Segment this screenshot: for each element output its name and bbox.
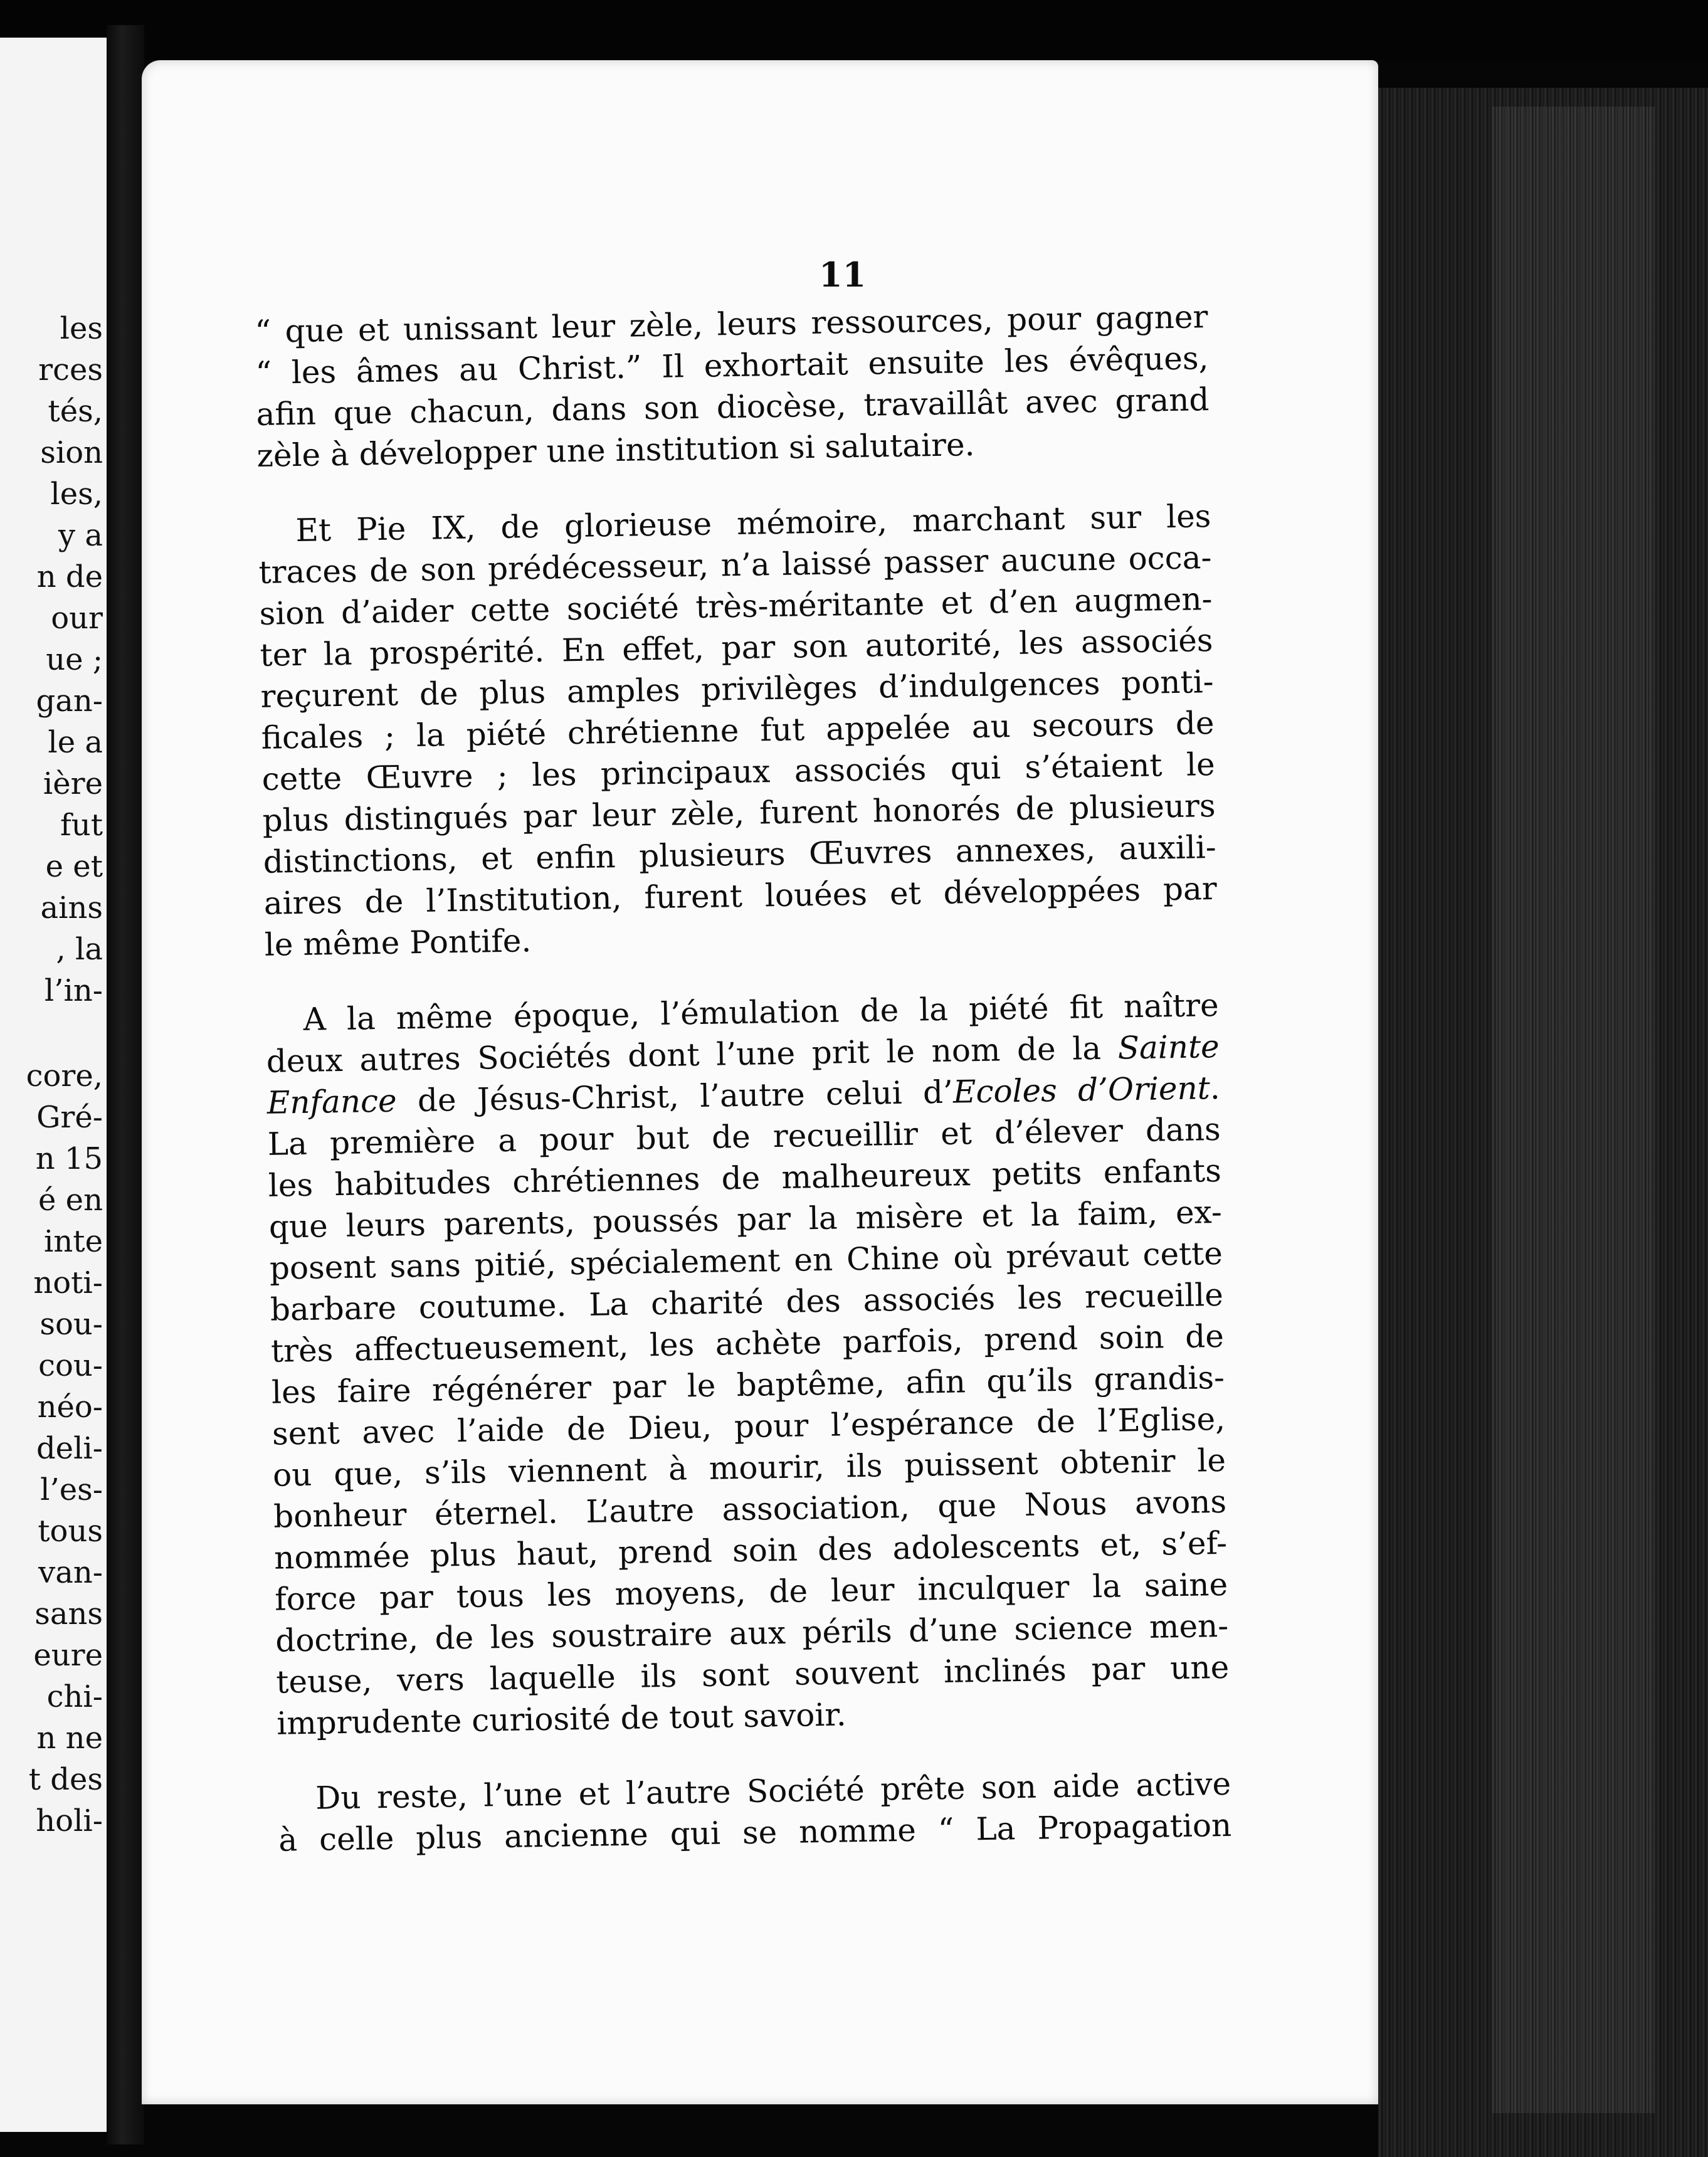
- text-line: deux autres Sociétés dont l’une prit le nom de la Sainte: [266, 1028, 1220, 1080]
- body-text: [255, 296, 1232, 1895]
- page-edge-highlight: [1492, 107, 1655, 2113]
- text-line: imprudente curiosité de tout savoir.: [276, 1696, 847, 1742]
- left-page-text-fragment: eure: [33, 1638, 103, 1673]
- text-line: La première a pour but de recueillir et d’élever dans: [267, 1110, 1221, 1163]
- left-page-text-fragment: ière: [43, 766, 103, 801]
- left-page-text-fragment: deli-: [36, 1431, 103, 1466]
- left-page-text-fragment: sans: [34, 1596, 103, 1632]
- left-page-text-fragment: le a: [48, 725, 103, 760]
- left-page-text-fragment: , la: [56, 932, 103, 967]
- left-page-text-fragment: core,: [26, 1058, 103, 1094]
- left-page-text-fragment: noti-: [33, 1265, 103, 1300]
- text-line: afin que chacun, dans son diocèse, travaillât avec grand: [256, 381, 1210, 433]
- text-line: A la même époque, l’émulation de la piété fit naître: [303, 986, 1220, 1038]
- italic-title: Ecoles d’Orient: [952, 1070, 1211, 1110]
- left-page-text-fragment: tés,: [48, 394, 103, 429]
- left-page-text-fragment: van-: [38, 1555, 103, 1590]
- left-page-text-fragment: les: [60, 311, 103, 346]
- left-page-text-fragment: ains: [40, 890, 103, 926]
- page-number: 11: [819, 255, 867, 295]
- text-line: ou que, s’ils viennent à mourir, ils puissent obtenir le: [272, 1442, 1226, 1494]
- left-page-text-fragment: fut: [60, 808, 103, 843]
- text-line: sion d’aider cette société très-méritante et d’en augmen-: [259, 581, 1213, 632]
- left-page-text-fragment: y a: [58, 518, 103, 553]
- left-facing-page: [0, 38, 107, 2132]
- left-page-text-fragment: tous: [38, 1514, 103, 1549]
- text-line: bonheur éternel. L’autre association, que Nous avons: [273, 1483, 1227, 1535]
- left-page-text-fragment: e et: [45, 849, 103, 884]
- text-line: ter la prospérité. En effet, par son autorité, les associés: [260, 622, 1213, 673]
- paragraph-4: [278, 1763, 1232, 1861]
- text-line: les habitudes chrétiennes de malheureux petits enfants: [268, 1152, 1222, 1204]
- text-line: posent sans pitié, spécialement en Chine où prévaut cette: [269, 1235, 1223, 1287]
- left-page-text-fragment: ue ;: [46, 642, 103, 677]
- left-page-text-fragment: inte: [44, 1224, 103, 1259]
- italic-title: Enfance: [266, 1082, 398, 1121]
- text-line: Et Pie IX, de glorieuse mémoire, marchant sur les: [295, 498, 1211, 549]
- scan-top-border: [0, 0, 1708, 60]
- paragraph-2: [258, 495, 1218, 966]
- left-page-text-fragment: gan-: [36, 683, 103, 719]
- left-page-text-fragment: néo-: [37, 1390, 103, 1425]
- text-line: à celle plus ancienne qui se nomme “ La Propagation: [278, 1806, 1232, 1859]
- text-line: que leurs parents, poussés par la misère et la faim, ex-: [268, 1193, 1223, 1245]
- left-page-text-fragment: é en: [38, 1183, 103, 1218]
- left-page-text-fragment: n 15: [35, 1141, 103, 1176]
- left-page-text-fragment: l’in-: [44, 973, 103, 1008]
- left-page-text-fragment: chi-: [46, 1679, 103, 1714]
- text-line: force par tous les moyens, de leur inculquer la saine: [274, 1566, 1228, 1618]
- text-line: plus distingués par leur zèle, furent honorés de plusieurs: [262, 788, 1216, 839]
- left-page-text-fragment: cou-: [38, 1348, 103, 1383]
- left-page-text-fragment: n de: [36, 559, 103, 594]
- left-page-text-fragment: holi-: [36, 1803, 103, 1838]
- text-line: “ que et unissant leur zèle, leurs ressources, pour gagner: [255, 298, 1208, 350]
- text-line: distinctions, et enfin plusieurs Œuvres annexes, auxili-: [263, 829, 1217, 880]
- text-line: traces de son prédécesseur, n’a laissé passer aucune occa-: [258, 539, 1212, 591]
- text-line: nommée plus haut, prend soin des adolescents et, s’ef-: [273, 1524, 1228, 1576]
- italic-title: Sainte: [1117, 1028, 1220, 1067]
- left-page-text-fragment: n ne: [36, 1721, 103, 1756]
- text-line: zèle à développer une institution si salutaire.: [256, 426, 975, 474]
- paragraph-3: [265, 984, 1230, 1744]
- paragraph-1: [255, 296, 1210, 477]
- text-line: ficales ; la piété chrétienne fut appelée au secours de: [261, 705, 1215, 756]
- text-line: très affectueusement, les achète parfois, prend soin de: [270, 1317, 1225, 1369]
- text-line: sent avec l’aide de Dieu, pour l’espérance de l’Eglise,: [271, 1400, 1226, 1452]
- left-page-text-fragment: sion: [40, 435, 103, 470]
- right-page: [142, 60, 1378, 2104]
- text-line: doctrine, de les soustraire aux périls d’une science men-: [275, 1607, 1229, 1659]
- text-line: “ les âmes au Christ.” Il exhortait ensuite les évêques,: [255, 340, 1209, 391]
- text-line: le même Pontife.: [264, 922, 532, 963]
- text-line: Du reste, l’une et l’autre Société prête son aide active: [315, 1765, 1231, 1817]
- book-gutter: [107, 25, 144, 2144]
- text-line: teuse, vers laquelle ils sont souvent inclinés par une: [275, 1648, 1230, 1701]
- left-page-text-fragment: rces: [38, 352, 103, 388]
- text-line: cette Œuvre ; les principaux associés qui s’étaient le: [261, 746, 1216, 798]
- text-line: Enfance de Jésus-Christ, l’autre celui d’Ecoles d’Orient.: [266, 1069, 1221, 1121]
- left-page-text-fragment: our: [51, 601, 103, 636]
- text-line: les faire régénérer par le baptême, afin qu’ils grandis-: [271, 1359, 1225, 1411]
- left-page-text-fragment: Gré-: [36, 1100, 103, 1135]
- left-page-text-fragment: t des: [28, 1762, 103, 1797]
- left-page-text-fragment: les,: [50, 477, 103, 512]
- text-line: barbare coutume. La charité des associés les recueille: [270, 1276, 1224, 1328]
- left-page-text-fragment: sou-: [40, 1307, 103, 1342]
- left-page-text-fragment: l’es-: [40, 1472, 103, 1507]
- text-line: reçurent de plus amples privilèges d’indulgences ponti-: [260, 663, 1214, 715]
- text-line: aires de l’Institution, furent louées et développées par: [263, 870, 1218, 922]
